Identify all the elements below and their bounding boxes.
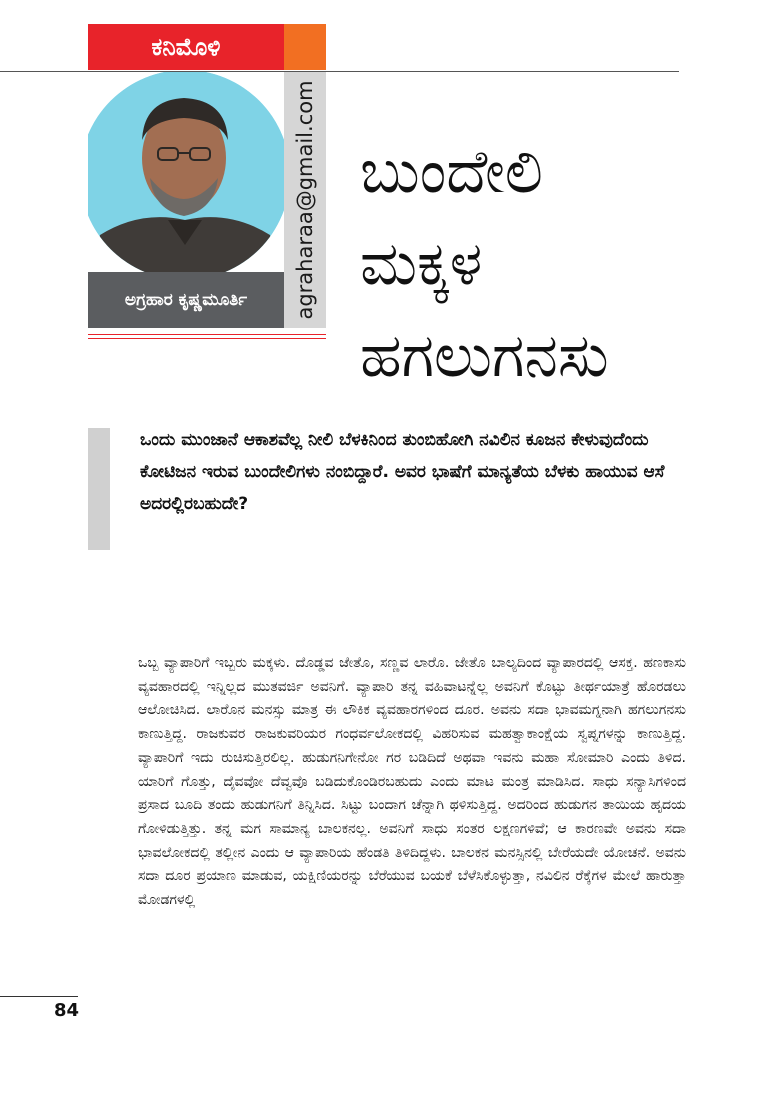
intro-text: ಒಂದು ಮುಂಜಾನೆ ಆಕಾಶವೆಲ್ಲ ನೀಲಿ ಬೆಳಕಿನಿಂದ ತುಂಬಿಹೋಗಿ ನವಿಲಿನ ಕೂಜನ ಕೇಳುವುದೆಂದು ಕೋಟಿಜನ ಇರುವ ಬುಂದೇಲಿಗಳು ನಂಬಿದ್ದಾರೆ. ಅವರ ಭಾಷೆಗೆ ಮಾನ್ಯತೆಯ ಬೆಳಕು ಹಾಯುವ ಆಸೆ ಅದರಲ್ಲಿರಬಹುದೇ?: [140, 430, 665, 514]
panel-underline: [88, 338, 326, 339]
intro-bar: [88, 428, 110, 550]
author-portrait: [88, 72, 284, 272]
headline-line: ಬುಂದೇಲಿ: [360, 137, 543, 207]
headline-line: ಮಕ್ಕಳ: [360, 229, 483, 299]
headline: [360, 126, 680, 402]
photo-background-circle: [88, 72, 284, 272]
headline-line: ಹಗಲುಗನಸು: [360, 321, 609, 391]
page-number: 84: [54, 1000, 80, 1021]
page-rule: [0, 996, 78, 997]
panel-underline: [88, 334, 326, 335]
accent-block: [284, 24, 326, 70]
column-label: ಕನಿಮೊಳಿ: [88, 24, 284, 70]
article-body: ಒಬ್ಬ ವ್ಯಾಪಾರಿಗೆ ಇಬ್ಬರು ಮಕ್ಕಳು. ದೊಡ್ಡವ ಜೇತೊ, ಸಣ್ಣವ ಲಾರೊ. ಜೇತೊ ಬಾಲ್ಯದಿಂದ ವ್ಯಾಪಾರದಲ್ಲಿ ಆಸಕ್ತ. ಹಣಕಾಸು ವ್ಯವಹಾರದಲ್ಲಿ ಇನ್ನಿಲ್ಲದ ಮುತವರ್ಜಿ ಅವನಿಗೆ. ವ್ಯಾಪಾರಿ ತನ್ನ ವಹಿವಾಟನ್ನೆಲ್ಲ ಅವನಿಗೆ ಕೊಟ್ಟು ತೀರ್ಥಯಾತ್ರೆ ಹೊರಡಲು ಆಲೋಚಿಸಿದ. ಲಾರೊನ ಮನಸ್ಸು ಮಾತ್ರ ಈ ಲೌಕಿಕ ವ್ಯವಹಾರಗಳಿಂದ ದೂರ. ಅವನು ಸದಾ ಭಾವಮಗ್ನನಾಗಿ ಹಗಲುಗನಸು ಕಾಣುತ್ತಿದ್ದ. ರಾಜಕುವರ ರಾಜಕುವರಿಯರ ಗಂಧರ್ವಲೋಕದಲ್ಲಿ ವಿಹರಿಸುವ ಮಹತ್ವಾಕಾಂಕ್ಷೆಯ ಸ್ವಪ್ನಗಳನ್ನು ಕಾಣುತ್ತಿದ್ದ. ವ್ಯಾಪಾರಿಗೆ ಇದು ರುಚಿಸುತ್ತಿರಲಿಲ್ಲ. ಹುಡುಗನಿಗೇನೋ ಗರ ಬಡಿದಿದೆ ಅಥವಾ ಇವನು ಮಹಾ ಸೋಮಾರಿ ಎಂದು ತಿಳಿದ. ಯಾರಿಗೆ ಗೊತ್ತು, ದೈವವೋ ದೆವ್ವವೊ ಬಡಿದುಕೊಂಡಿರಬಹುದು ಎಂದು ಮಾಟ ಮಂತ್ರ ಮಾಡಿಸಿದ. ಸಾಧು ಸನ್ಯಾಸಿಗಳಿಂದ ಪ್ರಸಾದ ಬೂದಿ ತಂದು ಹುಡುಗನಿಗೆ ತಿನ್ನಿಸಿದ. ಸಿಟ್ಟು ಬಂದಾಗ ಚೆನ್ನಾಗಿ ಥಳಿಸುತ್ತಿದ್ದ. ಅದರಿಂದ ಹುಡುಗನ ತಾಯಿಯ ಹೃದಯ ಗೋಳಿಡುತ್ತಿತ್ತು. ತನ್ನ ಮಗ ಸಾಮಾನ್ಯ ಬಾಲಕನಲ್ಲ. ಅವನಿಗೆ ಸಾಧು ಸಂತರ ಲಕ್ಷಣಗಳಿವೆ; ಆ ಕಾರಣವೇ ಅವನು ಸದಾ ಭಾವಲೋಕದಲ್ಲಿ ತಲ್ಲೀನ ಎಂದು ಆ ವ್ಯಾಪಾರಿಯ ಹೆಂಡತಿ ತಿಳಿದಿದ್ದಳು. ಬಾಲಕನ ಮನಸ್ಸಿನಲ್ಲಿ ಬೇರೆಯದೇ ಯೋಚನೆ. ಅವನು ಸದಾ ದೂರ ಪ್ರಯಾಣ ಮಾಡುವ, ಯಕ್ಷಿಣಿಯರನ್ನು ಬೆರೆಯುವ ಬಯಕೆ ಬೆಳೆಸಿಕೊಳ್ಳುತ್ತಾ, ನವಿಲಿನ ರೆಕ್ಕೆಗಳ ಮೇಲೆ ಹಾರುತ್ತಾ ಮೋಡಗಳಲ್ಲಿ: [138, 655, 686, 909]
author-name: ಅಗ್ರಹಾರ ಕೃಷ್ಣಮೂರ್ತಿ: [88, 272, 284, 328]
author-photo-panel: [88, 72, 284, 272]
author-email: agraharaa@gmail.com: [293, 80, 317, 320]
